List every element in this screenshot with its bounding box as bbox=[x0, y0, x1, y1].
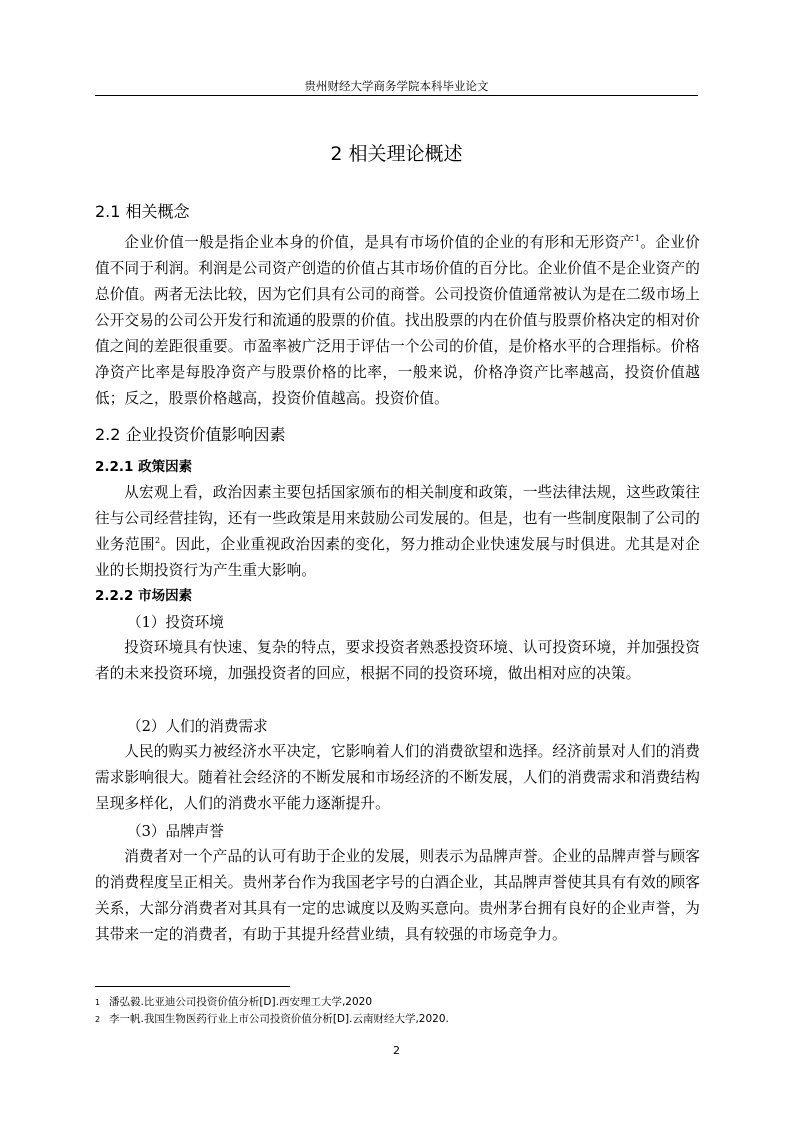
chapter-title: 2 相关理论概述 bbox=[330, 143, 463, 165]
section-2-1-title: 2.1 相关概念 bbox=[95, 202, 190, 221]
item-3-title: （3）品牌声誉 bbox=[127, 823, 224, 840]
footnote-text: 李一帆.我国生物医药行业上市公司投资价值分析[D].云南财经大学,2020. bbox=[109, 1013, 449, 1025]
page-header: 贵州财经大学商务学院本科毕业论文 bbox=[304, 79, 489, 93]
footnote-text: 潘弘毅.比亚迪公司投资价值分析[D].西安理工大学,2020 bbox=[109, 996, 373, 1008]
item-1-paragraph: 投资环境具有快速、复杂的特点，要求投资者熟悉投资环境、认可投资环境，并加强投资者的未来投资环境，加强投资者的回应，根据不同的投资环境，做出相对应的决策。 bbox=[95, 639, 700, 682]
footnote-number: 2 bbox=[95, 1015, 101, 1024]
paragraph-text: 企业价值一般是指企业本身的价值，是具有市场价值的企业的有形和无形资产 bbox=[124, 234, 635, 251]
section-2-1-paragraph bbox=[95, 230, 700, 412]
paragraph-text: 。企业价值不同于利润。利润是公司资产创造的价值占其市场价值的百分比。企业价值不是企业资产的总价值。两者无法比较，因为它们具有公司的商誉。公司投资价值通常被认为是在二级市场上公开交易的公司公开发行和流通的股票的价值。找出股票的内在价值与股票价格决定的相对价值之间的差距很重要。市盈率被广泛用于评估一个公司的价值，是价格水平的合理指标。价格净资产比率是每股净资产与股票价格的比率，一般来说，价格净资产比率越高，投资价值越低；反之，股票价格越高，投资价值越高。投资价值。 bbox=[95, 234, 700, 407]
section-2-2-1-paragraph bbox=[95, 480, 700, 584]
item-2-title: （2）人们的消费需求 bbox=[127, 718, 268, 735]
section-2-2-2-title: 2.2.2 市场因素 bbox=[95, 588, 193, 604]
item-2-paragraph: 人民的购买力被经济水平决定，它影响着人们的消费欲望和选择。经济前景对人们的消费需求影响很大。随着社会经济的不断发展和市场经济的不断发展，人们的消费需求和消费结构呈现多样化，人们的消费水平能力逐渐提升。 bbox=[95, 743, 700, 812]
page-number: 2 bbox=[393, 1044, 400, 1057]
footnote-1 bbox=[95, 995, 372, 1010]
header-rule bbox=[95, 95, 698, 96]
paragraph-text: 从宏观上看，政治因素主要包括国家颁布的相关制度和政策，一些法律法规，这些政策往往与公司经营挂钩，还有一些政策是用来鼓励公司发展的。但是，也有一些制度限制了公司的业务范围 bbox=[95, 484, 700, 553]
footnote-ref-2[interactable]: 2 bbox=[154, 536, 161, 546]
section-2-2-1-title: 2.2.1 政策因素 bbox=[95, 459, 193, 475]
item-3-paragraph: 消费者对一个产品的认可有助于企业的发展，则表示为品牌声誉。企业的品牌声誉与顾客的消费程度呈正相关。贵州茅台作为我国老字号的白酒企业，其品牌声誉使其具有有效的顾客关系，大部分消费者对其具有一定的忠诚度以及购买意向。贵州茅台拥有良好的企业声誉，为其带来一定的消费者，有助于其提升经营业绩，具有较强的市场竞争力。 bbox=[95, 848, 700, 943]
footnote-rule bbox=[95, 986, 290, 987]
footnote-2 bbox=[95, 1012, 449, 1027]
section-2-2-title: 2.2 企业投资价值影响因素 bbox=[95, 425, 286, 444]
paragraph-text: 。因此，企业重视政治因素的变化，努力推动企业快速发展与时俱进。尤其是对企业的长期投资行为产生重大影响。 bbox=[95, 536, 700, 579]
footnote-number: 1 bbox=[95, 998, 101, 1007]
footnote-ref-1[interactable]: 1 bbox=[634, 234, 640, 244]
item-1-title: （1）投资环境 bbox=[127, 614, 224, 631]
